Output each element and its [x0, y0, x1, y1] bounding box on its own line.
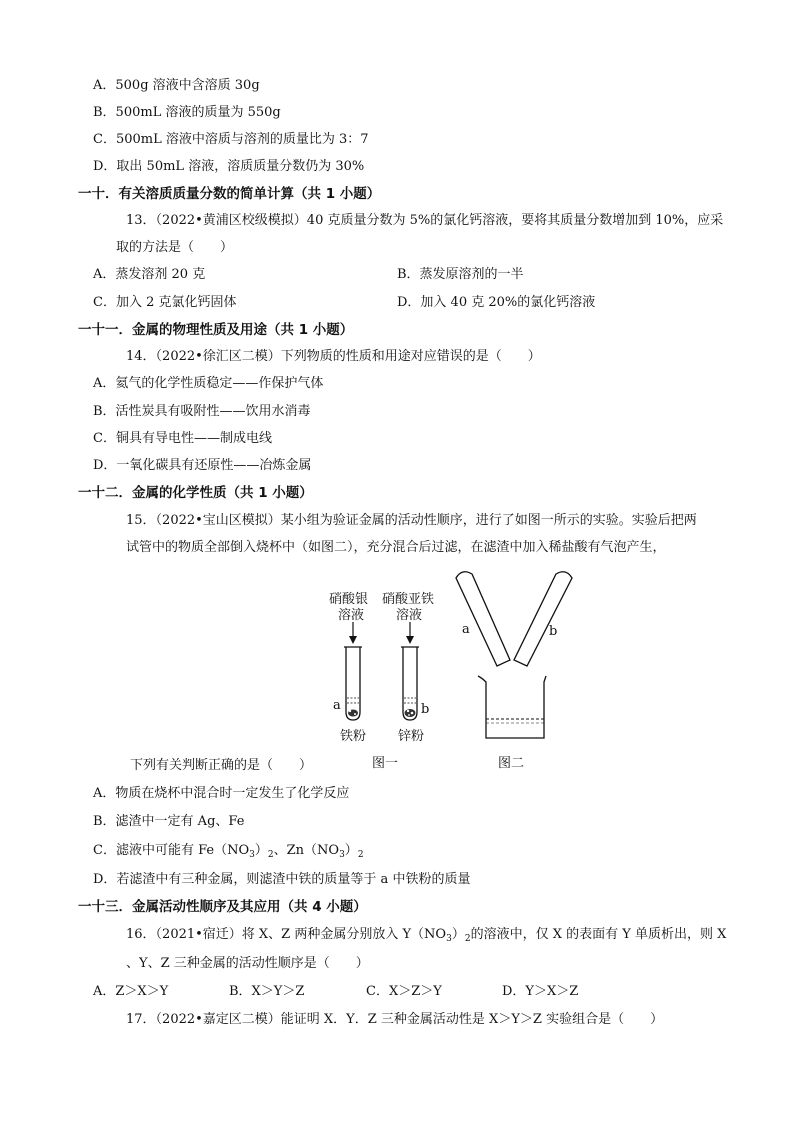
q16-stem-line1: 16．（2021•宿迁）将 X、Z 两种金属分别放入 $Y(NO_3)_2$的溶液中，仅 X 的表面有 Y 单质析出，则 X	[126, 927, 727, 944]
arrow-head-1	[349, 636, 357, 644]
section-heading-13: 一十三．金属活动性顺序及其应用（共 4 小题）	[78, 899, 367, 915]
tube-a-label: a	[333, 698, 341, 713]
figure2-caption: 图二	[498, 756, 525, 771]
q12-option-a: A．500g 溶液中含溶质 30g	[93, 78, 260, 93]
q16-option-c: C．X＞Z＞Y	[366, 984, 442, 999]
poured-tube-b	[514, 572, 572, 666]
q13-option-a: A．蒸发溶剂 20 克	[93, 267, 206, 282]
q15-option-d: D．若滤渣中有三种金属，则滤渣中铁的质量等于 a 中铁粉的质量	[93, 872, 471, 887]
q14-option-a: A．氦气的化学性质稳定——作保护气体	[93, 376, 324, 391]
q14-option-b: B．活性炭具有吸附性——饮用水消毒	[93, 404, 311, 419]
q15-option-a: A．物质在烧杯中混合时一定发生了化学反应	[93, 786, 350, 801]
q14-stem: 14．（2022•徐汇区二模）下列物质的性质和用途对应错误的是（ ）	[126, 349, 541, 364]
zinc-powder	[405, 709, 416, 717]
section-heading-11: 一十一．金属的物理性质及用途（共 1 小题）	[78, 322, 354, 338]
q13-stem-line1: 13．（2022•黄浦区校级模拟）40 克质量分数为 5%的氯化钙溶液，要将其质量分数增加到 10%，应采	[126, 213, 724, 228]
q14-option-d: D．一氧化碳具有还原性——冶炼金属	[93, 458, 312, 473]
reagent2-label-line1: 硝酸亚铁	[382, 592, 435, 607]
section-heading-12: 一十二．金属的化学性质（共 1 小题）	[78, 485, 313, 501]
q13-option-d: D．加入 40 克 20%的氯化钙溶液	[397, 295, 596, 310]
q13-stem-line2: 取的方法是（ ）	[116, 240, 234, 255]
q15-option-c: C．滤液中可能有 $Fe(NO_3)_2$、$Zn(NO_3)_2$	[93, 843, 364, 860]
q16-option-b: B．X＞Y＞Z	[229, 984, 305, 999]
q16-stem-line2: 、Y、Z 三种金属的活动性顺序是（ ）	[126, 956, 369, 971]
poured-tube-b-label: b	[549, 624, 558, 639]
q16-option-d: D．Y＞X＞Z	[502, 984, 579, 999]
q13-option-c: C．加入 2 克氯化钙固体	[93, 295, 237, 310]
zinc-powder-label: 锌粉	[398, 729, 425, 744]
q15-stem-line3: 下列有关判断正确的是（ ）	[130, 758, 313, 773]
q12-option-d: D．取出 50mL 溶液，溶质质量分数仍为 30%	[93, 159, 365, 174]
poured-tube-a	[456, 572, 510, 666]
tube-b-label: b	[421, 702, 430, 717]
iron-powder-label: 铁粉	[340, 729, 367, 744]
q17-stem: 17．（2022•嘉定区二模）能证明 X．Y．Z 三种金属活动性是 X＞Y＞Z 实验组合是（ ）	[126, 1012, 664, 1027]
q15-stem-line2: 试管中的物质全部倒入烧杯中（如图二），充分混合后过滤，在滤渣中加入稀盐酸有气泡产生，	[126, 540, 666, 555]
beaker	[478, 676, 546, 738]
reagent2-label-line2: 溶液	[396, 608, 423, 623]
q13-option-b: B．蒸发原溶剂的一半	[397, 267, 524, 282]
q15-stem-line1: 15．（2022•宝山区模拟）某小组为验证金属的活动性顺序，进行了如图一所示的实验。实验后把两	[126, 513, 697, 528]
q15-option-b: B．滤渣中一定有 Ag、Fe	[93, 814, 245, 829]
q12-option-c: C．500mL 溶液中溶质与溶剂的质量比为 3：7	[93, 132, 369, 147]
arrow-head-2	[406, 636, 414, 644]
test-tube-a	[346, 647, 360, 720]
figure1-caption: 图一	[372, 756, 399, 771]
reagent1-label-line2: 溶液	[338, 608, 365, 623]
reagent1-label-line1: 硝酸银	[329, 592, 369, 607]
q12-option-b: B．500mL 溶液的质量为 550g	[93, 105, 281, 120]
q14-option-c: C．铜具有导电性——制成电线	[93, 431, 272, 446]
q16-option-a: A．Z＞X＞Y	[93, 984, 169, 999]
poured-tube-a-label: a	[462, 622, 470, 637]
section-heading-10: 一十．有关溶质质量分数的简单计算（共 1 小题）	[78, 186, 381, 202]
